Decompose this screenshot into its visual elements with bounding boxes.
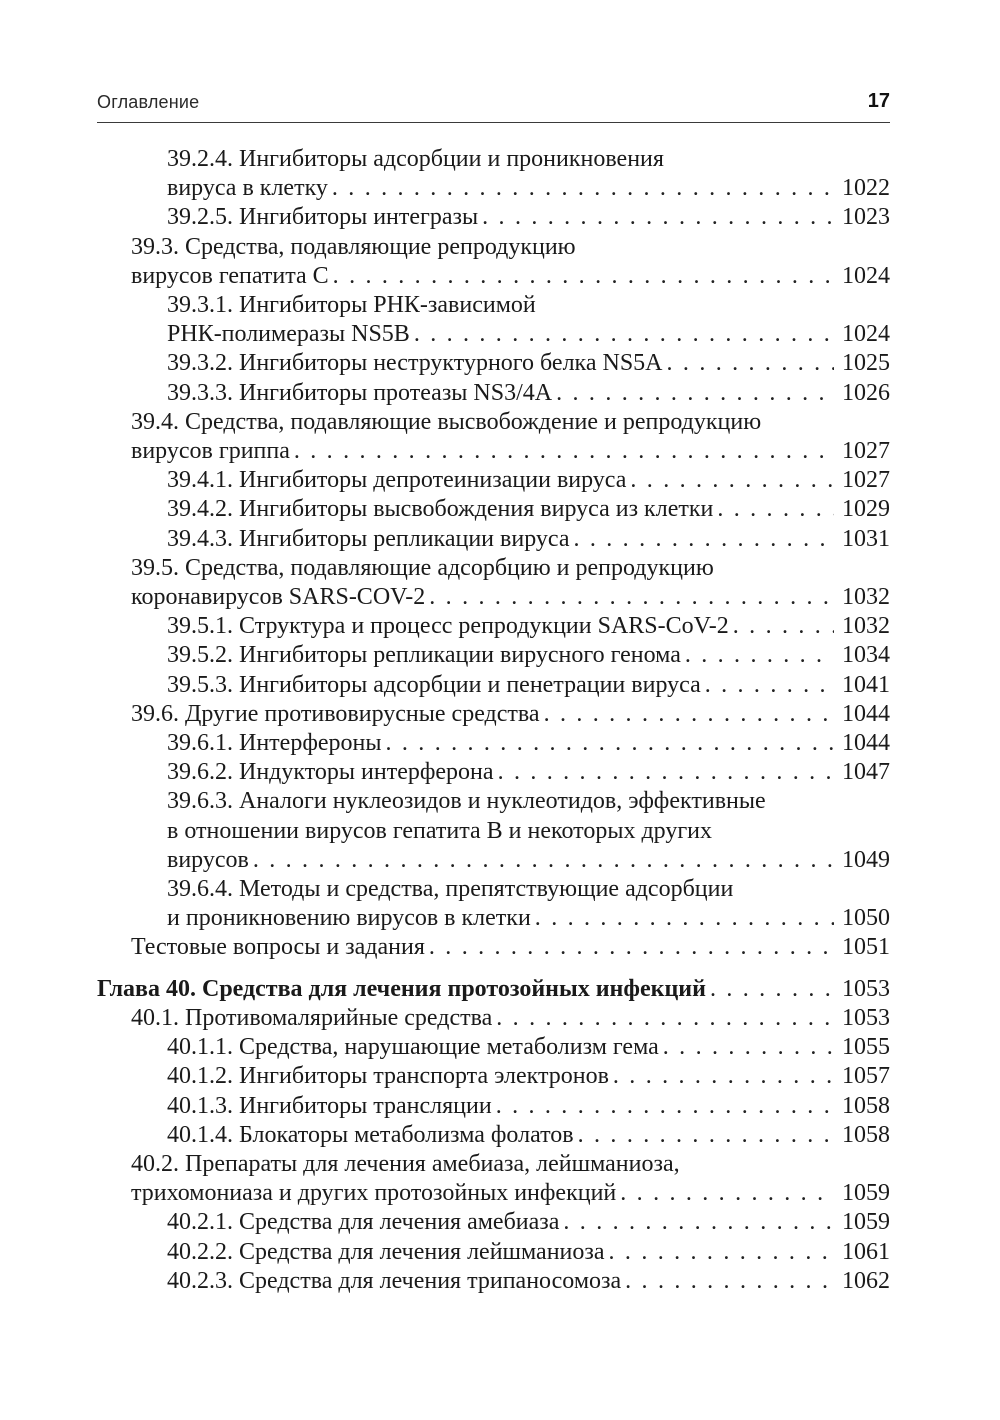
toc-entry-line — [167, 817, 890, 846]
toc-entry-line — [167, 174, 890, 203]
toc-entry-line — [167, 1062, 890, 1091]
toc-entry-page: 1024 — [842, 321, 890, 348]
dot-leader — [482, 203, 834, 232]
toc-entry-title: 39.6.1. Интерфероны — [167, 730, 382, 757]
toc-entry-page: 1055 — [842, 1034, 890, 1061]
toc-entry-line — [131, 233, 890, 262]
dot-leader — [544, 700, 834, 729]
toc-entry-line — [167, 612, 890, 641]
dot-leader — [429, 583, 834, 612]
toc-entry-title: 40.1.3. Ингибиторы трансляции — [167, 1092, 492, 1119]
toc-entry-line — [167, 349, 890, 378]
toc-entry-page: 1062 — [842, 1267, 890, 1294]
toc-entry-line — [167, 1121, 890, 1150]
toc-entry-title: 39.4. Средства, подавляющие высвобождение и репродукцию — [131, 408, 762, 435]
toc-entry-line — [167, 320, 890, 349]
dot-leader — [498, 758, 834, 787]
toc-entry[interactable] — [97, 758, 890, 787]
toc-entry-page: 1031 — [842, 525, 890, 552]
toc-entry-title: РНК-полимеразы NS5B — [167, 321, 410, 348]
toc-entry-line — [167, 787, 890, 816]
toc-entry-title: вирусов гриппа — [131, 438, 290, 465]
toc-entry-line — [167, 641, 890, 670]
dot-leader — [717, 495, 834, 524]
toc-entry-line — [167, 671, 890, 700]
toc-entry-line — [131, 933, 890, 962]
toc-entry-page: 1050 — [842, 905, 890, 932]
toc-entry-line — [131, 437, 890, 466]
toc-entry-title: 39.5.1. Структура и процесс репродукции SARS-CoV-2 — [167, 613, 729, 640]
toc-entry[interactable] — [97, 349, 890, 378]
toc-entry-page: 1059 — [842, 1209, 890, 1236]
toc-entry-page: 1058 — [842, 1092, 890, 1119]
page-number: 17 — [867, 90, 890, 112]
toc-entry-page: 1022 — [842, 175, 890, 202]
toc-entry-title: Тестовые вопросы и задания — [131, 934, 425, 961]
toc-entry-page: 1029 — [842, 496, 890, 523]
toc-entry-page: 1053 — [842, 1004, 890, 1031]
dot-leader — [332, 174, 834, 203]
toc-entry-title: 40.1.4. Блокаторы метаболизма фолатов — [167, 1121, 574, 1148]
toc-entry[interactable] — [97, 1267, 890, 1296]
toc-entry-page: 1032 — [842, 613, 890, 640]
toc-entry-title: вирусов — [167, 846, 249, 873]
toc-entry-page: 1041 — [842, 671, 890, 698]
toc-entry[interactable] — [97, 408, 890, 466]
toc-entry-title: 39.5.3. Ингибиторы адсорбции и пенетрации вируса — [167, 671, 701, 698]
toc-entry-title: 39.3.3. Ингибиторы протеазы NS3/4A — [167, 379, 553, 406]
toc-entry-title: Глава 40. Средства для лечения протозойных инфекций — [97, 975, 706, 1002]
toc-entry-title: 40.2.1. Средства для лечения амебиаза — [167, 1209, 560, 1236]
dot-leader — [609, 1238, 834, 1267]
toc-entry-title: 39.5. Средства, подавляющие адсорбцию и репродукцию — [131, 554, 714, 581]
dot-leader — [663, 1033, 834, 1062]
toc-entry[interactable] — [97, 1092, 890, 1121]
toc-entry[interactable] — [97, 671, 890, 700]
dot-leader — [496, 1092, 834, 1121]
toc-entry-title: 39.4.2. Ингибиторы высвобождения вируса из клетки — [167, 496, 714, 523]
toc-entry-title: в отношении вирусов гепатита В и некоторых других — [167, 817, 713, 844]
toc-entry[interactable] — [97, 1150, 890, 1208]
toc-entry-title: 40.1.2. Ингибиторы транспорта электронов — [167, 1063, 609, 1090]
toc-entry-line — [167, 1092, 890, 1121]
toc-entry-page: 1034 — [842, 642, 890, 669]
toc-entry-line — [167, 145, 890, 174]
toc-entry-page: 1032 — [842, 584, 890, 611]
toc-entry-page: 1024 — [842, 262, 890, 289]
toc-entry-page: 1044 — [842, 700, 890, 727]
toc-entry-line — [167, 1033, 890, 1062]
toc-entry-title: 40.2.3. Средства для лечения трипаносомоза — [167, 1267, 622, 1294]
toc-entry-page: 1058 — [842, 1121, 890, 1148]
toc-entry-title: вирусов гепатита С — [131, 262, 329, 289]
dot-leader — [563, 1208, 834, 1237]
toc-entry-page: 1047 — [842, 759, 890, 786]
toc-entry[interactable] — [97, 495, 890, 524]
toc-entry-page: 1059 — [842, 1180, 890, 1207]
toc-entry-line — [131, 408, 890, 437]
toc-entry-line — [167, 525, 890, 554]
dot-leader — [573, 525, 834, 554]
toc-entry-page: 1023 — [842, 204, 890, 231]
toc-entry-line — [131, 1179, 890, 1208]
toc-entry-title: 39.2.4. Ингибиторы адсорбции и проникновения — [167, 146, 664, 172]
toc-entry-line — [131, 1004, 890, 1033]
toc-entry-line — [131, 583, 890, 612]
dot-leader — [535, 904, 834, 933]
toc-entry-line — [167, 291, 890, 320]
toc-entry-line — [131, 700, 890, 729]
toc-entry-line — [131, 262, 890, 291]
toc-entry-line — [167, 758, 890, 787]
toc-entry-title: 40.2. Препараты для лечения амебиаза, лейшманиоза, — [131, 1150, 680, 1177]
toc-entry[interactable] — [97, 875, 890, 933]
toc-entry-title: 40.2.2. Средства для лечения лейшманиоза — [167, 1238, 605, 1265]
page-header — [97, 90, 890, 123]
toc-entry-page: 1053 — [842, 975, 890, 1002]
dot-leader — [414, 320, 834, 349]
toc-entry-title: 39.6.3. Аналоги нуклеозидов и нуклеотидов, эффективные — [167, 788, 766, 815]
toc-entry[interactable] — [97, 729, 890, 758]
toc-entry-page: 1051 — [842, 934, 890, 961]
toc-entry-page: 1057 — [842, 1063, 890, 1090]
toc-entry-line — [167, 1208, 890, 1237]
toc-entry-page: 1044 — [842, 730, 890, 757]
toc-entry[interactable] — [97, 1238, 890, 1267]
toc-entry-line — [167, 846, 890, 875]
dot-leader — [386, 729, 835, 758]
dot-leader — [613, 1062, 834, 1091]
dot-leader — [294, 437, 834, 466]
dot-leader — [333, 262, 834, 291]
toc-entry[interactable] — [97, 1004, 890, 1033]
dot-leader — [253, 846, 834, 875]
toc-entry-line — [167, 1267, 890, 1296]
toc-entry-title: 39.3.1. Ингибиторы РНК-зависимой — [167, 292, 536, 319]
toc-entry[interactable] — [97, 554, 890, 612]
toc-entry-title: 39.4.1. Ингибиторы депротеинизации вируса — [167, 467, 627, 494]
toc-chapter-entry[interactable] — [97, 975, 890, 1004]
toc-entry-title: 39.5.2. Ингибиторы репликации вирусного генома — [167, 642, 681, 669]
dot-leader — [620, 1179, 834, 1208]
toc-entry[interactable] — [97, 933, 890, 962]
dot-leader — [705, 671, 834, 700]
toc-entry-line — [167, 904, 890, 933]
toc-entry-line — [167, 203, 890, 232]
toc-entry-title: 40.1.1. Средства, нарушающие метаболизм гема — [167, 1034, 659, 1061]
toc-entry-title: 39.3. Средства, подавляющие репродукцию — [131, 233, 576, 260]
toc-entry-line — [167, 729, 890, 758]
dot-leader — [496, 1004, 834, 1033]
toc-entry[interactable] — [97, 700, 890, 729]
toc-entry[interactable] — [97, 1208, 890, 1237]
toc-entry-page: 1027 — [842, 438, 890, 465]
toc-entry-title: вируса в клетку — [167, 175, 328, 202]
toc-entry[interactable] — [97, 145, 890, 203]
toc-entry-line — [131, 1150, 890, 1179]
toc-entry-page: 1027 — [842, 467, 890, 494]
toc-entry-title: и проникновению вирусов в клетки — [167, 905, 531, 932]
toc-entry-line — [97, 975, 890, 1004]
toc-entry[interactable] — [97, 787, 890, 875]
toc-entry-page: 1026 — [842, 379, 890, 406]
toc-entry-title: 40.1. Противомалярийные средства — [131, 1004, 493, 1031]
dot-leader — [625, 1267, 834, 1296]
toc-entry[interactable] — [97, 612, 890, 641]
toc-entry[interactable] — [97, 466, 890, 495]
toc-entry[interactable] — [97, 379, 890, 408]
dot-leader — [733, 612, 834, 641]
dot-leader — [630, 466, 834, 495]
running-title: Оглавление — [97, 92, 200, 112]
toc-entry-page: 1025 — [842, 350, 890, 377]
toc-entry-line — [167, 379, 890, 408]
dot-leader — [556, 379, 834, 408]
dot-leader — [578, 1121, 834, 1150]
toc-entry-line — [131, 554, 890, 583]
toc-entry[interactable] — [97, 1062, 890, 1091]
toc-entry-title: коронавирусов SARS-COV-2 — [131, 584, 426, 611]
toc-entry-title: трихомониаза и других протозойных инфекций — [131, 1180, 617, 1207]
toc-entry-page: 1049 — [842, 846, 890, 873]
toc-entry-title: 39.6. Другие противовирусные средства — [131, 700, 540, 727]
toc-entry[interactable] — [97, 291, 890, 349]
table-of-contents — [97, 145, 890, 1296]
dot-leader — [710, 975, 834, 1004]
toc-entry[interactable] — [97, 1033, 890, 1062]
toc-entry-title: 39.2.5. Ингибиторы интегразы — [167, 204, 479, 231]
toc-entry-line — [167, 495, 890, 524]
dot-leader — [429, 933, 834, 962]
toc-entry[interactable] — [97, 233, 890, 291]
dot-leader — [667, 349, 834, 378]
toc-entry-title: 39.3.2. Ингибиторы неструктурного белка NS5A — [167, 350, 663, 377]
toc-entry[interactable] — [97, 641, 890, 670]
toc-entry[interactable] — [97, 525, 890, 554]
toc-entry[interactable] — [97, 1121, 890, 1150]
toc-entry[interactable] — [97, 203, 890, 232]
toc-entry-line — [167, 1238, 890, 1267]
toc-entry-line — [167, 466, 890, 495]
toc-entry-page: 1061 — [842, 1238, 890, 1265]
toc-entry-title: 39.4.3. Ингибиторы репликации вируса — [167, 525, 570, 552]
toc-entry-line — [167, 875, 890, 904]
toc-entry-title: 39.6.4. Методы и средства, препятствующие адсорбции — [167, 876, 734, 903]
toc-entry-title: 39.6.2. Индукторы интерферона — [167, 759, 494, 786]
dot-leader — [685, 641, 834, 670]
